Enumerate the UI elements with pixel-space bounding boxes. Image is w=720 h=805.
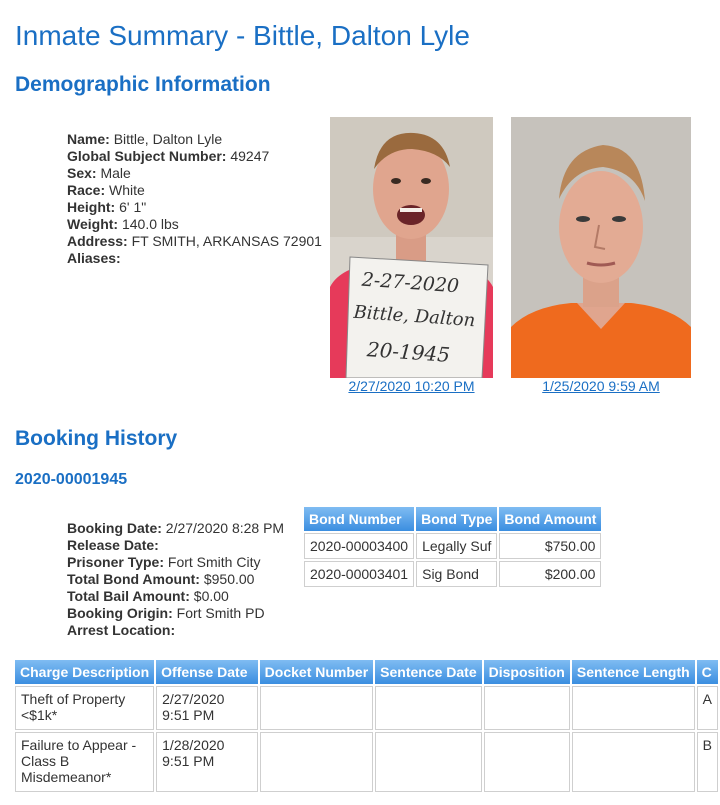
booking-history-heading: Booking History [15,427,178,450]
offense-date-cell: 1/28/2020 9:51 PM [156,732,258,792]
demographic-heading: Demographic Information [15,73,271,96]
total-bail-amount-row [67,588,284,605]
column-header[interactable]: Docket Number [260,660,373,684]
field-value: 140.0 lbs [121,216,179,232]
bond-number-cell: 2020-00003400 [304,533,414,559]
mugshot-sign-date: 2-27-2020 [361,268,460,298]
charge-description-cell: Failure to Appear - Class B Misdemeanor* [15,732,154,792]
address-row [67,233,322,250]
docket-number-cell [260,732,373,792]
field-label: Total Bail Amount: [67,588,190,604]
offense-date-cell: 2/27/2020 9:51 PM [156,686,258,730]
field-label: Release Date: [67,537,159,553]
mugshot-sign-name: Bittle, Dalton [352,301,476,332]
mugshot-image [511,117,691,378]
page-title: Inmate Summary - Bittle, Dalton Lyle [15,20,470,51]
field-label: Height: [67,199,116,215]
column-header[interactable]: C [697,660,718,684]
global-subject-number-row [67,148,322,165]
race-row [67,182,322,199]
field-label: Name: [67,131,110,147]
field-label: Address: [67,233,128,249]
name-row [67,131,322,148]
disposition-cell [484,686,570,730]
bond-table [302,505,603,589]
field-label: Booking Date: [67,520,162,536]
charge-description-cell: Theft of Property <$1k* [15,686,154,730]
field-value: Male [100,165,131,181]
field-label: Prisoner Type: [67,554,164,570]
table-row [304,561,601,587]
bond-type-cell: Sig Bond [416,561,497,587]
field-value: 49247 [230,148,270,164]
truncated-cell: B [697,732,718,792]
prisoner-type-row [67,554,284,571]
bond-amount-cell: $200.00 [499,561,601,587]
field-label: Race: [67,182,106,198]
mugshot-photo-1[interactable] [330,117,493,378]
column-header[interactable]: Bond Type [416,507,497,531]
mugshot-date-link-1[interactable]: 2/27/2020 10:20 PM [348,378,475,394]
bond-type-cell: Legally Suf [416,533,497,559]
column-header[interactable]: Offense Date [156,660,258,684]
mugshot-sign-number: 20-1945 [366,337,451,367]
column-header[interactable]: Sentence Date [375,660,481,684]
table-row [15,732,718,792]
weight-row [67,216,322,233]
field-value: $0.00 [193,588,229,604]
bond-table-header-row [304,507,601,531]
booking-origin-row [67,605,284,622]
column-header[interactable]: Bond Number [304,507,414,531]
field-value: FT SMITH, ARKANSAS 72901 [131,233,322,249]
disposition-cell [484,732,570,792]
demographic-fields [67,131,322,267]
column-header[interactable]: Bond Amount [499,507,601,531]
booking-date-row [67,520,284,537]
aliases-row [67,250,322,267]
field-value: Fort Smith City [167,554,261,570]
column-header[interactable]: Disposition [484,660,570,684]
booking-number: 2020-00001945 [15,471,128,488]
total-bond-amount-row [67,571,284,588]
field-value: Bittle, Dalton Lyle [113,131,223,147]
sentence-date-cell [375,732,481,792]
field-value: 6' 1" [119,199,147,215]
arrest-location-row [67,622,284,639]
field-label: Aliases: [67,250,121,266]
mugshot-photo-2[interactable] [511,117,691,378]
release-date-row [67,537,284,554]
field-label: Global Subject Number: [67,148,227,164]
column-header[interactable]: Sentence Length [572,660,695,684]
truncated-cell: A [697,686,718,730]
field-label: Sex: [67,165,97,181]
field-label: Weight: [67,216,119,232]
sentence-length-cell [572,686,695,730]
field-label: Booking Origin: [67,605,173,621]
charges-table-header-row [15,660,718,684]
booking-fields [67,520,284,639]
sentence-date-cell [375,686,481,730]
bond-number-cell: 2020-00003401 [304,561,414,587]
table-row [15,686,718,730]
field-label: Total Bond Amount: [67,571,200,587]
docket-number-cell [260,686,373,730]
sex-row [67,165,322,182]
field-value: $950.00 [203,571,255,587]
field-value: 2/27/2020 8:28 PM [165,520,285,536]
mugshot-image [330,117,493,378]
field-value: Fort Smith PD [176,605,265,621]
table-row [304,533,601,559]
field-value: White [109,182,145,198]
field-label: Arrest Location: [67,622,176,638]
charges-table [13,658,720,794]
sentence-length-cell [572,732,695,792]
bond-amount-cell: $750.00 [499,533,601,559]
height-row [67,199,322,216]
mugshot-date-link-2[interactable]: 1/25/2020 9:59 AM [542,378,660,394]
column-header[interactable]: Charge Description [15,660,154,684]
